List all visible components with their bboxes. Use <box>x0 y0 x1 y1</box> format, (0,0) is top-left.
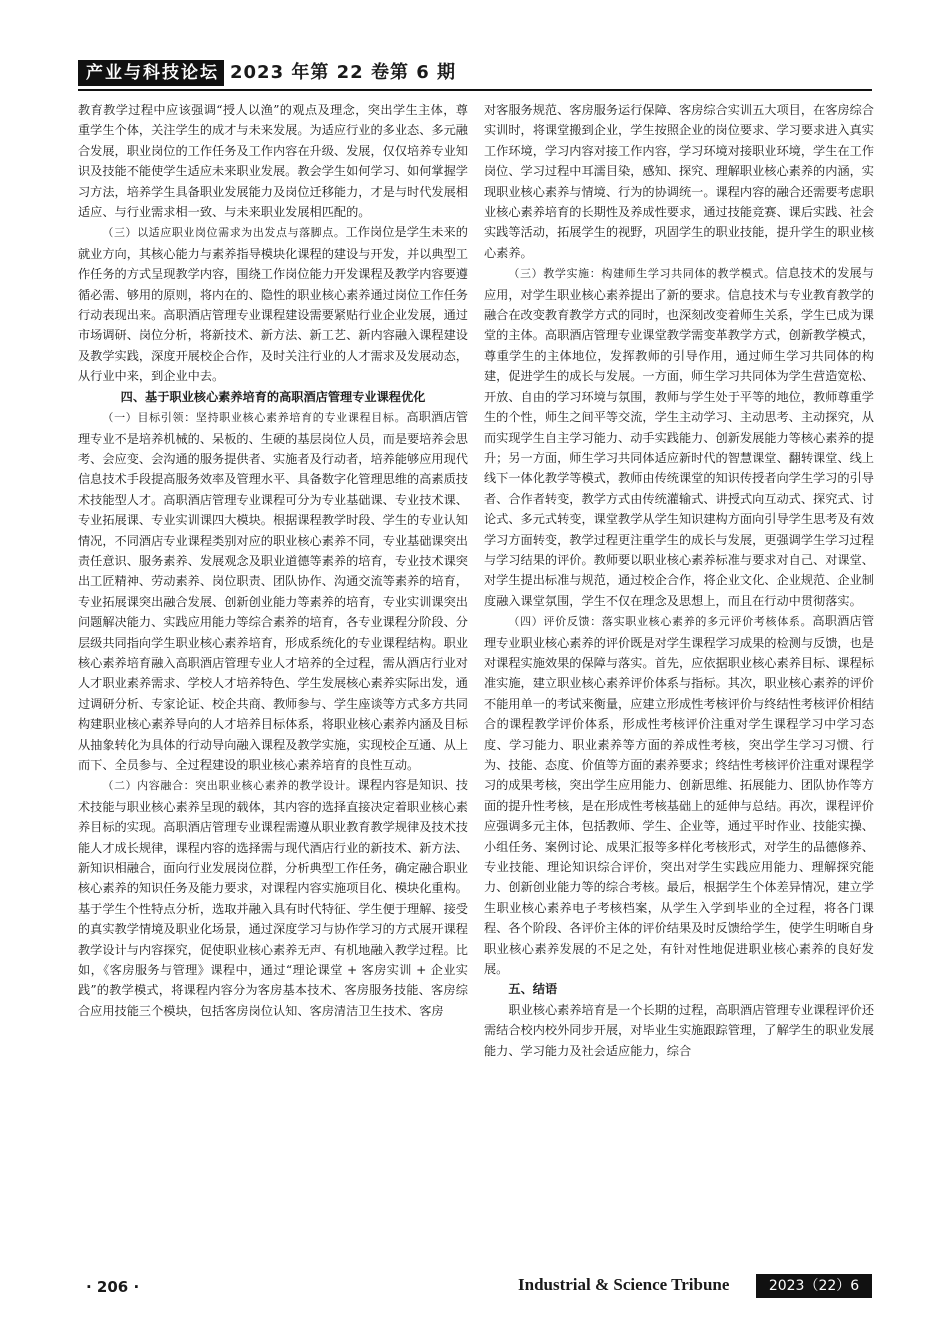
paragraph <box>78 222 468 386</box>
page-number: · 206 · <box>86 1278 140 1296</box>
section-heading: 四、基于职业核心素养培育的高职酒店管理专业课程优化 <box>120 389 426 404</box>
left-column <box>78 100 468 1021</box>
subsection-heading: （三）以适应职业岗位需求为出发点与落脚点。 <box>102 226 346 240</box>
paragraph: 教育教学过程中应该强调“授人以渔”的观点及理念，突出学生主体，尊重学生个体，关注学生的成才与未来发展。为适应行业的多业态、多元融合发展，职业岗位的工作任务及工作内容在升级、发展，仅仅培养专业知识及技能不能使学生适应未来职业发展。教会学生如何学习、如何掌握学习方法，培养学生具备职业发展能力及岗位迁移能力，才是与时代发展相适应、与行业需求相一致、与未来职业发展相匹配的。 <box>78 103 468 220</box>
right-column <box>484 100 874 1061</box>
page-header <box>78 58 872 88</box>
paragraph <box>78 407 468 775</box>
journal-english-title: Industrial & Science Tribune <box>518 1275 730 1294</box>
paragraph: 职业核心素养培育是一个长期的过程，高职酒店管理专业课程评价还需结合校内校外同步开展，对毕业生实施跟踪管理，了解学生的职业发展能力、学习能力及社会适应能力，综合 <box>484 1002 875 1058</box>
paragraph-text: 课程内容是知识、技术技能与职业核心素养呈现的载体，其内容的选择直接决定着职业核心素养目标的实现。高职酒店管理专业课程需遵从职业教育教学规律及技术技能人才成长规律，课程内容的选择需与现代酒店行业的新技术、新方法、新知识相融合，面向行业发展岗位群，分析典型工作任务，确定融合职业核心素养的知识任务及能力要求，对课程内容实施项目化、模块化重构。基于学生个性特点分析，选取并融入具有时代特征、学生便于理解、接受的真实教学情境及职业化场景，通过深度学习与协作学习的方式展开课程教学设计与内容探究，促使职业核心素养无声、有机地融入教学过程。比如，《客房服务与管理》课程中，通过“理论课堂 + 客房实训 + 企业实践”的教学模式，将课程内容分为客房基本技术、客房服务技能、客房综合应用技能三个模块，包括客房岗位认知、客房清洁卫生技术、客房 <box>78 778 469 1018</box>
paragraph-text: 工作岗位是学生未来的就业方向，其核心能力与素养指导模块化课程的建设与开发，并以典型工作任务的方式呈现教学内容，围绕工作岗位能力开发课程及教学内容要遵循必需、够用的原则，将内在的、隐性的职业核心素养通过岗位工作任务行动表现出来。高职酒店管理专业课程建设需要紧贴行业企业发展，通过市场调研、岗位分析，将新技术、新方法、新工艺、新内容融入课程建设及教学实践，深度开展校企合作，及时关注行业的人才需求及发展动态，从行业中来，到企业中去。 <box>78 225 468 384</box>
paragraph <box>78 775 468 1021</box>
subsection-heading: （一）目标引领：坚持职业核心素养培育的专业课程目标。 <box>102 411 407 425</box>
section-heading: 五、结语 <box>508 982 558 997</box>
subsection-heading: （四）评价反馈：落实职业核心素养的多元评价考核体系。 <box>508 615 813 629</box>
journal-title-box: 产业与科技论坛 <box>78 60 224 86</box>
header-rule <box>78 89 872 91</box>
subsection-heading: （三）教学实施：构建师生学习共同体的教学模式。 <box>508 267 776 281</box>
footer-issue-box: 2023（22）6 <box>756 1274 872 1298</box>
page-footer <box>78 1272 872 1302</box>
paragraph-text: 高职酒店管理专业不是培养机械的、呆板的、生硬的基层岗位人员，而是要培养会思考、会应变、会沟通的服务提供者、实施者及行动者，培养能够应用现代信息技术手段提高服务效率及管理水平、具备数字化管理思维的高素质技术技能型人才。高职酒店管理专业课程可分为专业基础课、专业技术课、专业拓展课、专业实训课四大模块。根据课程教学时段、学生的专业认知情况，不同酒店专业课程类别对应的职业核心素养不同，专业基础课突出责任意识、服务素养、发展观念及职业道德等素养的培育，专业技术课突出工匠精神、劳动素养、岗位职责、团队协作、沟通交流等素养的培育，专业拓展课突出融合发展、创新创业能力等素养的培育，专业实训课突出问题解决能力、实践应用能力等综合素养的培育，各专业课程分阶段、分层级共同指向学生职业核心素养培育，形成系统化的专业课程结构。职业核心素养培育融入高职酒店管理专业人才培养的全过程，需从酒店行业对人才职业素养需求、学校人才培养特色、学生发展核心素养实际出发，通过调研分析、专家论证、校企共商、教师参与、学生座谈等方式多方共同构建职业核心素养导向的人才培养目标体系，将职业核心素养内涵及目标从抽象转化为具体的行动导向融入课程及教学实施，实现校企互通、从上而下、全员参与、全过程建设的职业核心素养培育的良性互动。 <box>78 410 469 772</box>
paragraph <box>484 263 874 611</box>
paragraph-text: 高职酒店管理专业职业核心素养的评价既是对学生课程学习成果的检测与反馈，也是对课程实施效果的保障与落实。首先，应依据职业核心素养目标、课程标准实施，建立职业核心素养评价体系与指标。其次，职业核心素养的评价不能用单一的考试来衡量，应建立形成性考核评价与终结性考核评价相结合的课程教学评价体系，形成性考核评价注重对学生课程学习中学习态度、学习能力、职业素养等方面的养成性考核，突出学生学习习惯、行为、技能、态度、价值等方面的素养要求；终结性考核评价注重对课程学习的成果考核，突出学生应用能力、创新思维、拓展能力、团队协作等方面的提升性考核，是在形成性考核基础上的延伸与总结。再次，课程评价应强调多元主体，包括教师、学生、企业等，通过平时作业、技能实操、小组任务、案例讨论、成果汇报等多样化考核形式，对学生的品德修养、专业技能、理论知识综合评价，突出对学生实践应用能力、理解探究能力、创新创业能力等的综合考核。最后，根据学生个体差异情况，建立学生职业核心素养电子考核档案，从学生入学到毕业的全过程，将各门课程、各个阶段、各评价主体的评价结果及时反馈给学生，使学生明晰自身职业核心素养发展的不足之处，有针对性地促进职业核心素养的良好发展。 <box>484 614 875 977</box>
subsection-heading: （二）内容融合：突出职业核心素养的教学设计。 <box>102 779 358 793</box>
paragraph-text: 信息技术的发展与应用，对学生职业核心素养提出了新的要求。信息技术与专业教育教学的融合在改变教育教学方式的同时，也深刻改变着师生关系，学生已成为课堂的主体。高职酒店管理专业课堂教学需变革教学方式，创新教学模式，尊重学生的主体地位，发挥教师的引导作用，通过师生学习共同体的构建，促进学生的成长与发展。一方面，师生学习共同体为学生营造宽松、开放、自由的学习环境与氛围，教师与学生处于平等的地位，教师尊重学生的个性，师生之间平等交流，学生主动学习、主动思考、主动探究，从而实现学生自主学习能力、动手实践能力、创新发展能力等核心素养的提升；另一方面，师生学习共同体适应新时代的智慧课堂、翻转课堂、线上线下一体化教学等模式，教师由传统课堂的知识传授者向学生学习的引导者、合作者转变，教学方式由传统灌输式、讲授式向互动式、探究式、讨论式、多元式转变，课堂教学从学生知识建构方面向引导学生思考及有效学习方面转变，教学过程更注重学生的成长与发展，更强调学生学习过程与学习结果的评价。教师要以职业核心素养标准与要求对自己、对课堂、对学生提出标准与规范，通过校企合作，将企业文化、企业规范、企业制度融入课堂氛围，学生不仅在理念及思想上，而且在行动中贯彻落实。 <box>484 266 874 608</box>
paragraph <box>484 611 874 979</box>
paragraph: 对客服务规范、客房服务运行保障、客房综合实训五大项目，在客房综合实训时，将课堂搬到企业，学生按照企业的岗位要求、学习要求进入真实工作环境，学习内容对接工作内容，学习环境对接职业环境，学生在工作岗位、学习过程中耳濡目染，感知、探究、理解职业核心素养的内涵，实现职业核心素养与情境、行为的协调统一。课程内容的融合还需要考虑职业核心素养培育的长期性及养成性要求，通过技能竞赛、课后实践、社会实践等活动，拓展学生的视野，巩固学生的职业技能，提升学生的职业核心素养。 <box>484 103 874 260</box>
issue-label: 2023 年第 22 卷第 6 期 <box>230 62 457 83</box>
